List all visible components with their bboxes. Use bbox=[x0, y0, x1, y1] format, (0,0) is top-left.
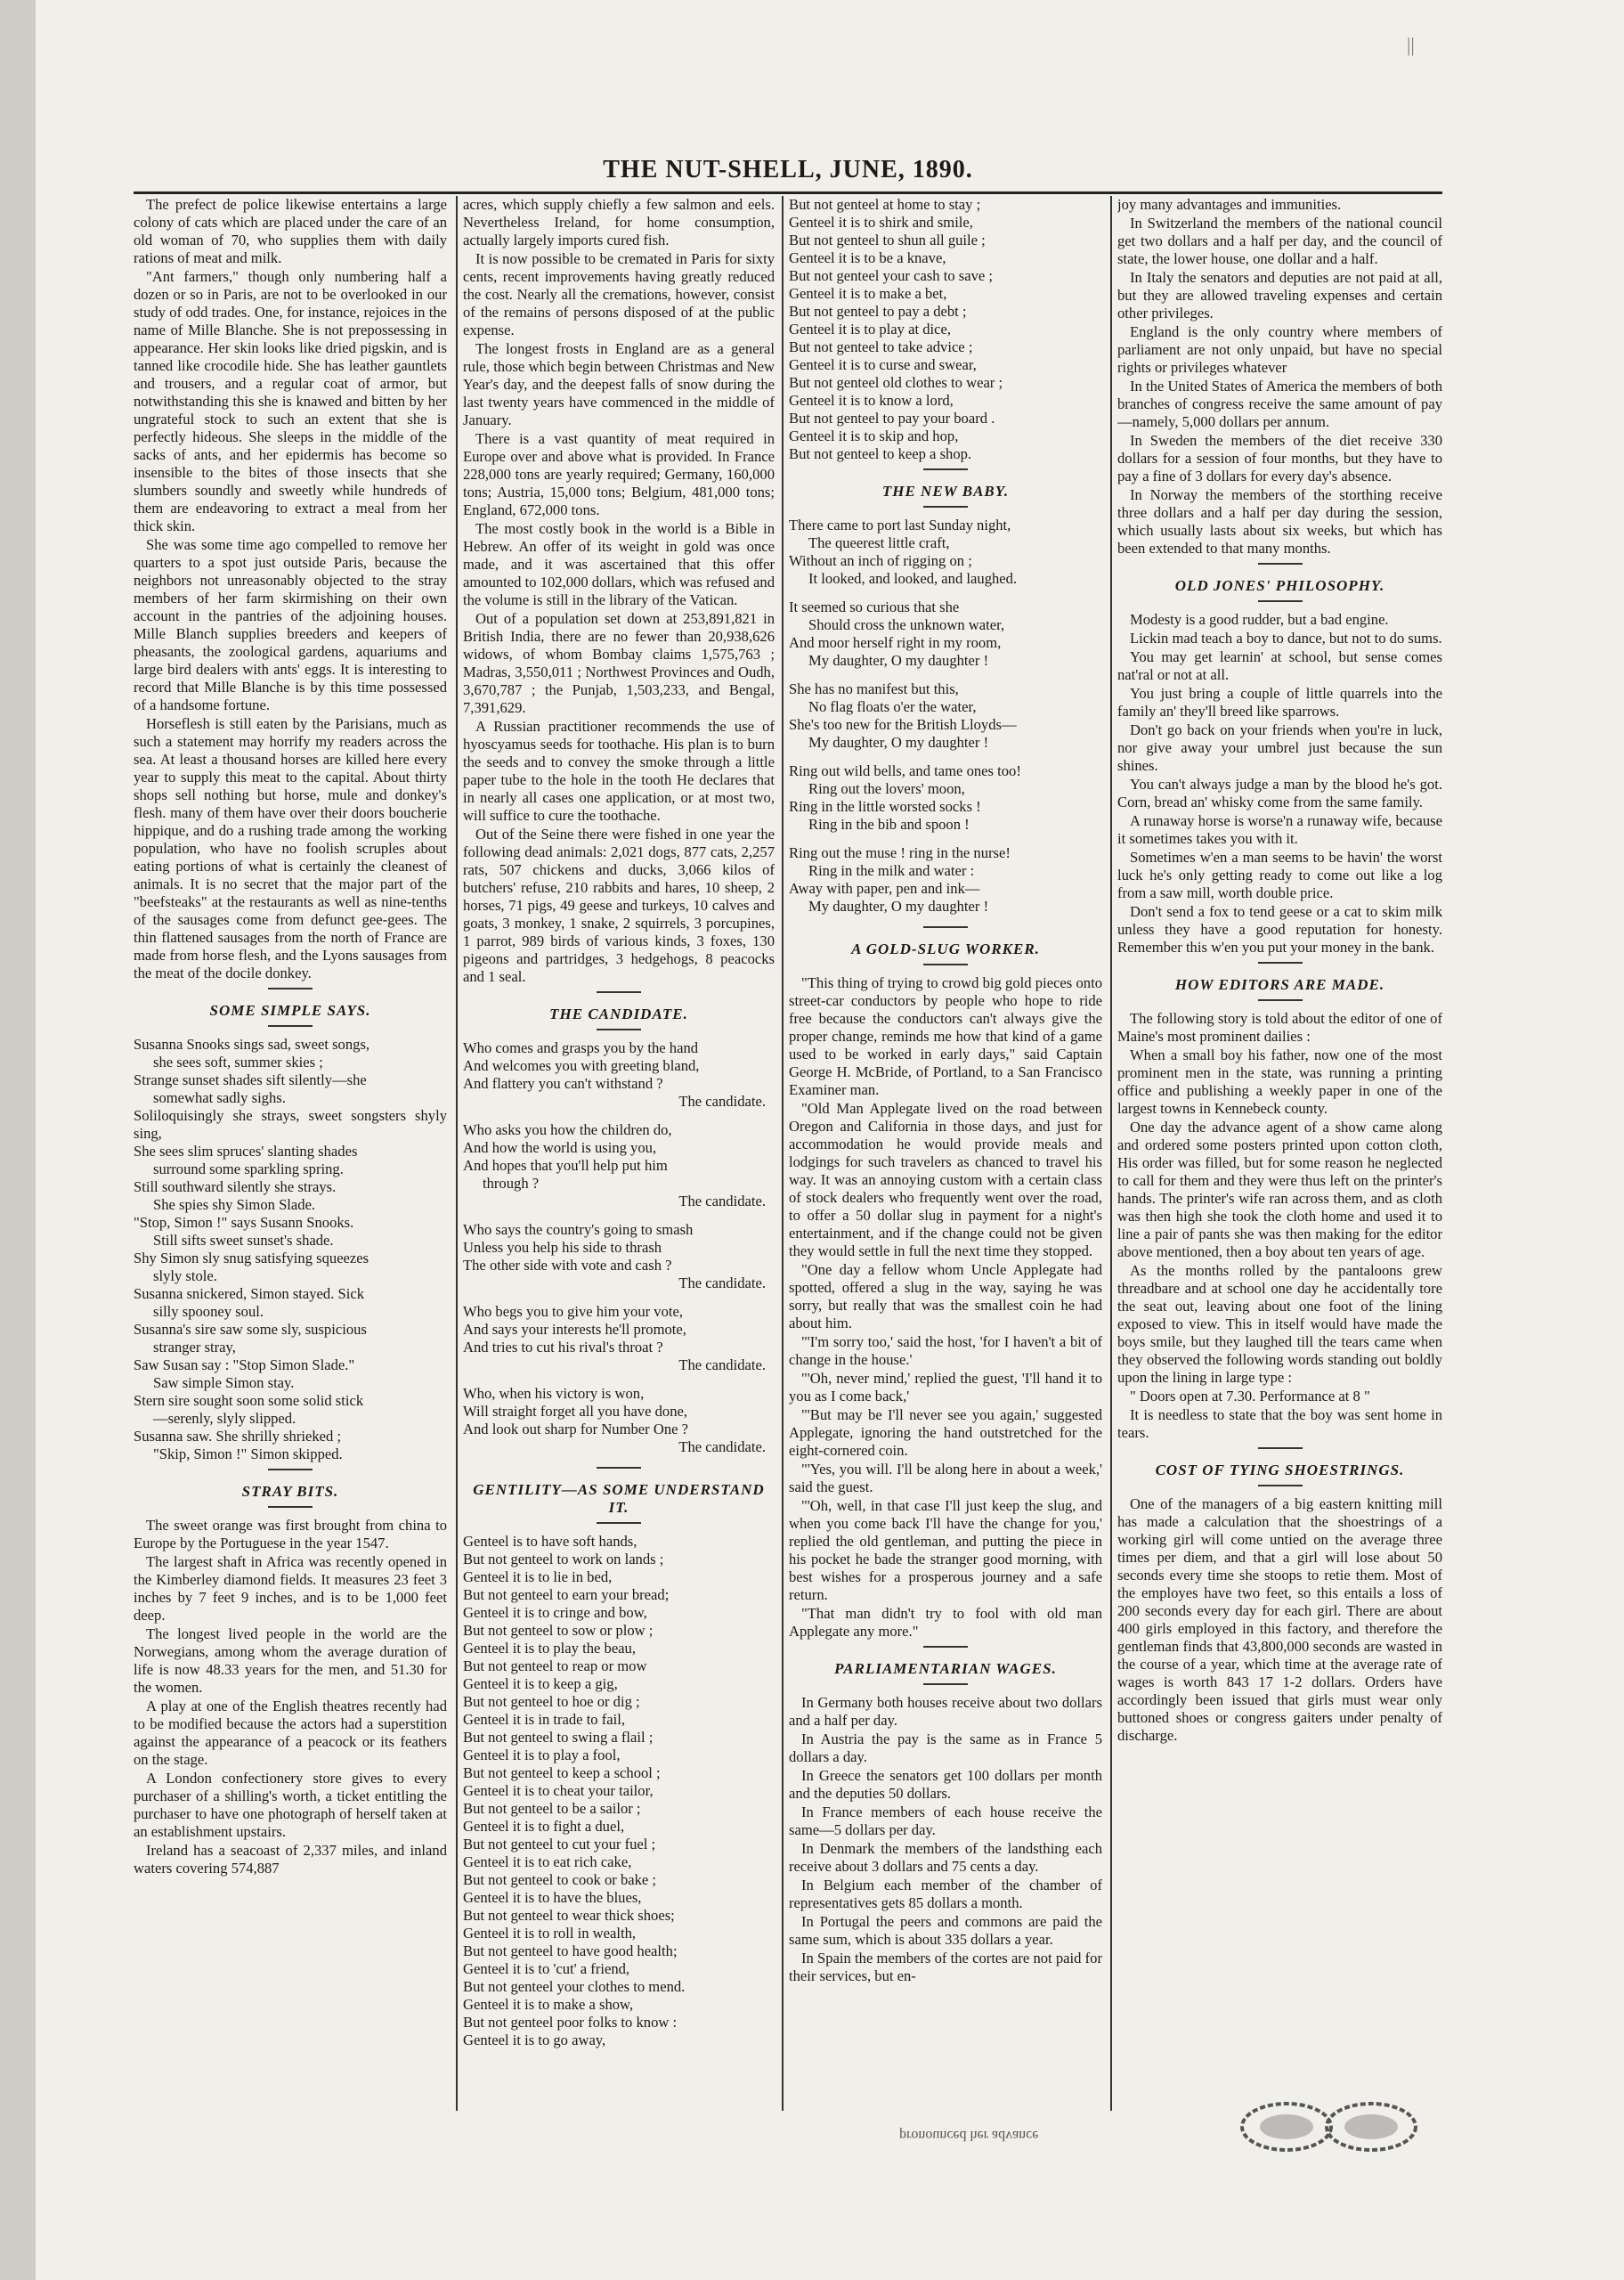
poem-line: She has no manifest but this, bbox=[789, 680, 959, 697]
poem-line: Genteel it is to keep a gig, bbox=[463, 1675, 618, 1692]
heading-stray-bits: STRAY BITS. bbox=[241, 1483, 339, 1500]
poem-line: Genteel it is to curse and swear, bbox=[789, 356, 977, 373]
poem-line: Genteel it is to play the beau, bbox=[463, 1640, 636, 1657]
poem-line: silly spooney soul. bbox=[153, 1303, 264, 1320]
poem-line: But not genteel to sow or plow ; bbox=[463, 1622, 654, 1639]
paragraph: The longest frosts in England are as a general rule, those which begin between Christmas and New Year's day, and the deepest falls of snow during the last twenty years have commenced in the middle of January. bbox=[463, 340, 775, 428]
stanza bbox=[463, 1385, 775, 1456]
poem-line: The other side with vote and cash ? bbox=[463, 1257, 672, 1274]
paragraph: "Ant farmers," though only numbering half a dozen or so in Paris, are not to be overlooked in our study of odd trades. One, for instance, rejoices in the name of Mille Blanche. She is not prepossessing in appearance. Her skin looks like dried pigskin, and is tanned like crocodile hide. She has leather gauntlets and trousers, and a regular coat of armor, but notwithstanding this she is knawed and bitten by her ungrateful stock to such an extent that she is perfectly hideous. She sleeps in the middle of the sacks of ants, and her epidermis has become so insensible to the bites of those insects that she slumbers soundly and sweetly while hundreds of them are endeavoring to extract a meal from her thick skin. bbox=[134, 268, 447, 534]
paragraph: Sometimes w'en a man seems to be havin' the worst luck he's only getting ready to come out like a log from a saw mill, worth double price. bbox=[1117, 849, 1442, 901]
library-stamp-seal bbox=[1238, 2100, 1425, 2154]
paragraph: "'Oh, never mind,' replied the guest, 'I'll hand it to you as I come back,' bbox=[789, 1370, 1102, 1405]
poem-refrain: The candidate. bbox=[678, 1356, 766, 1373]
paragraph: "'But may be I'll never see you again,' suggested Applegate, ignoring the hand outstretched for the eight-cornered coin. bbox=[789, 1406, 1102, 1459]
poem-line: Who asks you how the children do, bbox=[463, 1121, 672, 1138]
section-rule bbox=[1258, 600, 1303, 602]
paragraph: In Denmark the members of the landsthing each receive about 3 dollars and 75 cents a day. bbox=[789, 1840, 1102, 1875]
column-separator bbox=[782, 196, 784, 2111]
poem-line: Ring out wild bells, and tame ones too! bbox=[789, 762, 1021, 779]
paragraph: In Sweden the members of the diet receive 330 dollars for a session of four months, but they have to pay a fine of 3 dollars for every day's absence. bbox=[1117, 432, 1442, 484]
paragraph: In Italy the senators and deputies are not paid at all, but they are allowed traveling expenses and certain other privileges. bbox=[1117, 269, 1442, 322]
poem-gentility bbox=[463, 1533, 775, 2049]
poem-line: Shy Simon sly snug satisfying squeezes bbox=[134, 1250, 369, 1266]
heading-the-new-baby: THE NEW BABY. bbox=[881, 483, 1010, 500]
paragraph: The sweet orange was first brought from china to Europe by the Portuguese in the year 1547. bbox=[134, 1517, 447, 1551]
poem-line: Stern sire sought soon some solid stick bbox=[134, 1392, 364, 1409]
poem-line: Still sifts sweet sunset's shade. bbox=[153, 1232, 334, 1249]
poem-line: Genteel it is to make a bet, bbox=[789, 285, 947, 302]
paragraph: In Norway the members of the storthing receive three dollars and a half per day during the session, which usually lasts about six weeks, but which has been extended to that many months. bbox=[1117, 486, 1442, 557]
paragraph: A runaway horse is worse'n a runaway wife, because it sometimes takes you with it. bbox=[1117, 812, 1442, 847]
poem-line: There came to port last Sunday night, bbox=[789, 517, 1011, 533]
poem-line: But not genteel to reap or mow bbox=[463, 1657, 647, 1674]
poem-line: through ? bbox=[483, 1175, 540, 1192]
poem-line: Still southward silently she strays. bbox=[134, 1178, 337, 1195]
poem-line: But not genteel to swing a flail ; bbox=[463, 1729, 654, 1746]
paragraph: The prefect de police likewise entertains a large colony of cats which are placed under the care of an old woman of 70, who supplies them with daily rations of meat and milk. bbox=[134, 196, 447, 266]
paragraph: A play at one of the English theatres recently had to be modified because the actors had a superstition against the appearance of a peacock or its feathers on the stage. bbox=[134, 1698, 447, 1768]
paragraph: Out of a population set down at 253,891,821 in British India, there are no fewer than 20,938,626 widows, of whom Bombay claims 1,575,763 ; Madras, 3,550,011 ; Northwest Provinces and Oudh, 3,670,787 ; the Punjab, 1,503,233, and Bengal, 7,391,629. bbox=[463, 610, 775, 716]
poem-line: Genteel it is to fight a duel, bbox=[463, 1818, 625, 1835]
poem-line: Genteel it is to 'cut' a friend, bbox=[463, 1960, 630, 1977]
section-rule bbox=[1258, 563, 1303, 565]
column-1 bbox=[134, 196, 447, 2120]
poem-line: Without an inch of rigging on ; bbox=[789, 552, 972, 569]
paragraph: In Portugal the peers and commons are paid the same sum, which is about 335 dollars a year. bbox=[789, 1913, 1102, 1948]
poem-line: Ring in the bib and spoon ! bbox=[808, 816, 970, 833]
poem-line: Genteel it is to go away, bbox=[463, 2032, 606, 2048]
column-2 bbox=[463, 196, 775, 2120]
poem-line: surround some sparkling spring. bbox=[153, 1160, 344, 1177]
paragraph: "'Oh, well, in that case I'll just keep the slug, and when you come back I'll have the change for you,' replied the old gentleman, and putting the piece in his pocket he bade the stranger good morning, with best wishes for a prosperous journey and a safe return. bbox=[789, 1497, 1102, 1603]
bleed-through-text: pronounced her advance bbox=[899, 2128, 1039, 2143]
poem-line: Saw simple Simon stay. bbox=[153, 1374, 295, 1391]
paragraph: Don't send a fox to tend geese or a cat to skim milk unless they have a good reputation for honesty. Remember this w'en you put your money in the bank. bbox=[1117, 903, 1442, 956]
poem-line: But not genteel to shun all guile ; bbox=[789, 232, 986, 248]
section-rule bbox=[597, 1467, 641, 1469]
poem-line: Unless you help his side to thrash bbox=[463, 1239, 662, 1256]
paragraph: In Spain the members of the cortes are not paid for their services, but en- bbox=[789, 1950, 1102, 1984]
paragraph: Don't go back on your friends when you're in luck, nor give away your umbrel just because the sun shines. bbox=[1117, 721, 1442, 774]
column-3 bbox=[789, 196, 1102, 2120]
stanza bbox=[789, 598, 1102, 670]
paragraph: One day the advance agent of a show came along and ordered some posters printed upon cotton cloth, His order was filled, but for some reason he neglected to call for them and they were thus left on the printer's hands. The printer's wife ran across them, and as cloth was then high she took the cloth home and used it to line a pair of pants she was then making for the editor above mentioned, then a boy about ten years of age. bbox=[1117, 1119, 1442, 1260]
poem-line: slyly stole. bbox=[153, 1267, 217, 1284]
section-rule bbox=[597, 991, 641, 993]
poem-line: Genteel it is to play a fool, bbox=[463, 1747, 621, 1763]
section-rule bbox=[923, 1646, 968, 1648]
section-rule bbox=[597, 1029, 641, 1030]
poem-line: Genteel it is to roll in wealth, bbox=[463, 1925, 637, 1942]
paragraph: "'Yes, you will. I'll be along here in about a week,' said the guest. bbox=[789, 1461, 1102, 1495]
heading-some-simple-says: SOME SIMPLE SAYS. bbox=[209, 1002, 371, 1019]
poem-line: Genteel it is to lie in bed, bbox=[463, 1568, 613, 1585]
section-rule bbox=[268, 1025, 313, 1027]
section-rule bbox=[597, 1522, 641, 1524]
paragraph: There is a vast quantity of meat required in Europe over and above what is provided. In France 228,000 tons are yearly required; Germany, 160,000 tons; Austria, 15,000 tons; Belgium, 481,000 tons; England, 672,000 tons. bbox=[463, 430, 775, 518]
stanza bbox=[789, 844, 1102, 916]
poem-line: Strange sunset shades sift silently—she bbox=[134, 1071, 367, 1088]
heading-a-gold-slug-worker: A GOLD-SLUG WORKER. bbox=[851, 940, 1040, 957]
section-rule bbox=[1258, 962, 1303, 964]
paragraph: In France members of each house receive the same—5 dollars per day. bbox=[789, 1804, 1102, 1838]
stanza bbox=[789, 680, 1102, 752]
poem-line: Susanna saw. She shrilly shrieked ; bbox=[134, 1428, 342, 1445]
paragraph: "'I'm sorry too,' said the host, 'for I haven't a bit of change in the house.' bbox=[789, 1333, 1102, 1368]
heading-parliamentarian-wages: PARLIAMENTARIAN WAGES. bbox=[834, 1660, 1057, 1677]
section-rule bbox=[923, 506, 968, 508]
poem-line: Ring out the muse ! ring in the nurse! bbox=[789, 844, 1011, 861]
poem-line: And how the world is using you, bbox=[463, 1139, 657, 1156]
poem-line: Genteel it is in trade to fail, bbox=[463, 1711, 626, 1728]
poem-line: But not genteel old clothes to wear ; bbox=[789, 374, 1003, 391]
poem-line: she sees soft, summer skies ; bbox=[153, 1054, 323, 1071]
poem-line: And look out sharp for Number One ? bbox=[463, 1421, 688, 1437]
poem-line: Should cross the unknown water, bbox=[808, 616, 1005, 633]
poem-line: somewhat sadly sighs. bbox=[153, 1089, 286, 1106]
poem-line: Genteel it is to cheat your tailor, bbox=[463, 1782, 654, 1799]
stanza bbox=[789, 762, 1102, 834]
poem-line: Genteel it is to play at dice, bbox=[789, 321, 952, 338]
poem-line: Who says the country's going to smash bbox=[463, 1221, 694, 1238]
section-rule bbox=[268, 988, 313, 989]
heading-gentility: GENTILITY—AS SOME UNDERSTAND IT. bbox=[473, 1481, 765, 1516]
poem-line: But not genteel your cash to save ; bbox=[789, 267, 994, 284]
poem-line: But not genteel to hoe or dig ; bbox=[463, 1693, 640, 1710]
column-4 bbox=[1117, 196, 1442, 2120]
paragraph: You can't always judge a man by the blood he's got. Corn, bread an' whisky come from the same family. bbox=[1117, 776, 1442, 810]
stanza bbox=[463, 1303, 775, 1374]
poem-line: Who comes and grasps you by the hand bbox=[463, 1039, 699, 1056]
poem-line: Genteel it is to have the blues, bbox=[463, 1889, 642, 1906]
poem-line: And welcomes you with greeting bland, bbox=[463, 1057, 700, 1074]
poem-line: Genteel it is to make a show, bbox=[463, 1996, 634, 2013]
paragraph: England is the only country where members of parliament are not only unpaid, but have no special rights or privileges whatever bbox=[1117, 323, 1442, 376]
poem-line: My daughter, O my daughter ! bbox=[808, 652, 989, 669]
paragraph: The longest lived people in the world are the Norwegians, among whom the average duration of life is now 48.33 years for the men, and 51.30 for the women. bbox=[134, 1625, 447, 1696]
poem-refrain: The candidate. bbox=[678, 1193, 766, 1209]
poem-line: It seemed so curious that she bbox=[789, 598, 960, 615]
poem-line: stranger stray, bbox=[153, 1339, 236, 1356]
stanza bbox=[463, 1221, 775, 1292]
poem-line: But not genteel at home to stay ; bbox=[789, 196, 981, 213]
poem-line: Genteel it is to be a knave, bbox=[789, 249, 946, 266]
masthead-rule bbox=[134, 191, 1442, 194]
paragraph: In Austria the pay is the same as in France 5 dollars a day. bbox=[789, 1730, 1102, 1765]
poem-line: But not genteel to take advice ; bbox=[789, 338, 973, 355]
poem-line: She's too new for the British Lloyds— bbox=[789, 716, 1017, 733]
section-rule bbox=[1258, 1485, 1303, 1486]
poem-line: But not genteel to have good health; bbox=[463, 1942, 678, 1959]
poem-line: But not genteel to keep a school ; bbox=[463, 1764, 661, 1781]
poem-line: "Skip, Simon !" Simon skipped. bbox=[153, 1445, 343, 1462]
poem-some-simple-says bbox=[134, 1036, 447, 1463]
heading-cost-of-tying-shoestrings: COST OF TYING SHOESTRINGS. bbox=[1155, 1462, 1405, 1478]
poem-line: And tries to cut his rival's throat ? bbox=[463, 1339, 663, 1356]
poem-line: And flattery you can't withstand ? bbox=[463, 1075, 663, 1092]
poem-line: My daughter, O my daughter ! bbox=[808, 734, 989, 751]
poem-line: It looked, and looked, and laughed. bbox=[808, 570, 1018, 587]
poem-line: Ring in the little worsted socks ! bbox=[789, 798, 981, 815]
paragraph: One of the managers of a big eastern knitting mill has made a calculation that the shoestrings of a working girl will come untied on the average three times per diem, and that a girl will lose about 50 seconds every time she stoops to retie them. Most of the employes have two feet, so this entails a loss of 200 seconds every day for each girl. There are about 400 girls employed in this factory, and therefore the gentleman finds that 43,800,000 seconds are wasted in the course of a year, which time at the average rate of wages is worth 843 17 1-2 dollars. Orders have accordingly been issued that girls must wear only buttoned shoes or congress gaiters under penalty of discharge. bbox=[1117, 1495, 1442, 1744]
poem-line: But not genteel to wear thick shoes; bbox=[463, 1907, 675, 1924]
poem-line: Ring out the lovers' moon, bbox=[808, 780, 965, 797]
poem-line: Genteel it is to cringe and bow, bbox=[463, 1604, 647, 1621]
poem-line: But not genteel to keep a shop. bbox=[789, 445, 972, 462]
paragraph: Out of the Seine there were fished in one year the following dead animals: 2,021 dogs, 877 cats, 2,257 rats, 507 chickens and ducks, 3,066 kilos of butchers' refuse, 210 rabbits and hares, 10 sheep, 2 horses, 71 pigs, 49 geese and turkeys, 10 calves and goats, 3 monkey, 1 snake, 2 squirrels, 3 porcupines, 1 parrot, 989 birds of various kinds, 3 foxes, 130 pigeons and partridges, 3 hedgehogs, 8 peacocks and 1 seal. bbox=[463, 826, 775, 985]
paragraph: " Doors open at 7.30. Performance at 8 " bbox=[1130, 1388, 1370, 1405]
section-rule bbox=[268, 1506, 313, 1508]
poem-the-new-baby bbox=[789, 517, 1102, 916]
paragraph: When a small boy his father, now one of the most prominent men in the state, was running a printing office and publishing a weekly paper in one of the largest towns in Kennebeck county. bbox=[1117, 1046, 1442, 1117]
poem-line: Susanna's sire saw some sly, suspicious bbox=[134, 1321, 367, 1338]
poem-line: But not genteel to cook or bake ; bbox=[463, 1871, 657, 1888]
poem-line: But not genteel to earn your bread; bbox=[463, 1586, 670, 1603]
paragraph: In Belgium each member of the chamber of representatives gets 85 dollars a month. bbox=[789, 1877, 1102, 1911]
poem-line: Susanna snickered, Simon stayed. Sick bbox=[134, 1285, 365, 1302]
paragraph: "This thing of trying to crowd big gold pieces onto street-car conductors by people who hope to ride free because the conductors can't always give the proper change, reminds me how that kind of a game used to be worked in early days," said Captain George H. McBride, of Portland, to a San Francisco Examiner man. bbox=[789, 974, 1102, 1098]
paragraph: A London confectionery store gives to every purchaser of a shilling's worth, a ticket entitling the purchaser to have one photograph of herself taken at an establishment upstairs. bbox=[134, 1770, 447, 1840]
poem-line: But not genteel to work on lands ; bbox=[463, 1551, 664, 1568]
paragraph: You just bring a couple of little quarrels into the family an' they'll breed like sparrows. bbox=[1117, 685, 1442, 720]
paragraph: Lickin mad teach a boy to dance, but not to do sums. bbox=[1130, 630, 1442, 647]
poem-line: But not genteel your clothes to mend. bbox=[463, 1978, 686, 1995]
poem-line: The queerest little craft, bbox=[808, 534, 950, 551]
scan-left-margin bbox=[0, 0, 38, 2280]
poem-line: Soliloquisingly she strays, sweet songsters shyly sing, bbox=[134, 1107, 447, 1142]
section-rule bbox=[923, 964, 968, 965]
poem-line: Susanna Snooks sings sad, sweet songs, bbox=[134, 1036, 370, 1053]
paragraph: It is now possible to be cremated in Paris for sixty cents, recent improvements having greatly reduced the cost. Nearly all the cremations, however, consist of the remains of persons disposed of at the public expense. bbox=[463, 250, 775, 338]
poem-line: She spies shy Simon Slade. bbox=[153, 1196, 316, 1213]
paragraph: As the months rolled by the pantaloons grew threadbare and at school one day he accidentally tore the seat out, leaving about one foot of the lining exposed to view. This in itself would have made the boys smile, but they laughed till the tears came when they observed the following words standing out boldly upon the lining in large type : bbox=[1117, 1262, 1442, 1386]
heading-the-candidate: THE CANDIDATE. bbox=[549, 1006, 688, 1022]
paragraph: The following story is told about the editor of one of Maine's most prominent dailies : bbox=[1117, 1010, 1442, 1045]
paragraph: It is needless to state that the boy was sent home in tears. bbox=[1117, 1406, 1442, 1441]
poem-line: But not genteel to pay your board . bbox=[789, 410, 995, 427]
paragraph: acres, which supply chiefly a few salmon and eels. Nevertheless Ireland, for home consumption, actually largely imports cured fish. bbox=[463, 196, 775, 248]
poem-line: Genteel it is to shirk and smile, bbox=[789, 214, 973, 231]
poem-line: Genteel is to have soft hands, bbox=[463, 1533, 637, 1550]
stanza bbox=[789, 517, 1102, 588]
poem-line: Genteel it is to eat rich cake, bbox=[463, 1853, 632, 1870]
paragraph: The largest shaft in Africa was recently opened in the Kimberley diamond fields. It measures 23 feet 3 inches by 7 feet 9 inches, and is to be 1,000 feet deep. bbox=[134, 1553, 447, 1624]
poem-line: "Stop, Simon !" says Susann Snooks. bbox=[134, 1214, 354, 1231]
masthead: THE NUT-SHELL, JUNE, 1890. bbox=[603, 156, 973, 183]
poem-line: Will straight forget all you have done, bbox=[463, 1403, 688, 1420]
paragraph: "That man didn't try to fool with old man Applegate any more." bbox=[789, 1605, 1102, 1640]
column-separator bbox=[1110, 196, 1112, 2111]
paragraph: The most costly book in the world is a Bible in Hebrew. An offer of its weight in gold was once made, and it was ascertained that this offer amounted to 102,000 dollars, which was refused and the volume is still in the library of the Vatican. bbox=[463, 520, 775, 608]
paragraph: In Greece the senators get 100 dollars per month and the deputies 50 dollars. bbox=[789, 1767, 1102, 1802]
poem-refrain: The candidate. bbox=[678, 1274, 766, 1291]
corner-mark: || bbox=[1407, 34, 1415, 56]
poem-line: Who begs you to give him your vote, bbox=[463, 1303, 684, 1320]
poem-line: Ring in the milk and water : bbox=[808, 862, 975, 879]
poem-line: Who, when his victory is won, bbox=[463, 1385, 645, 1402]
poem-line: But not genteel to cut your fuel ; bbox=[463, 1836, 656, 1852]
poem-refrain: The candidate. bbox=[678, 1093, 766, 1110]
heading-how-editors-are-made: HOW EDITORS ARE MADE. bbox=[1174, 976, 1385, 993]
poem-line: And says your interests he'll promote, bbox=[463, 1321, 686, 1338]
section-rule bbox=[923, 1683, 968, 1685]
paragraph: In the United States of America the members of both branches of congress receive the same amount of pay—namely, 5,000 dollars per annum. bbox=[1117, 378, 1442, 430]
stanza bbox=[463, 1121, 775, 1210]
column-separator bbox=[456, 196, 458, 2111]
section-rule bbox=[923, 926, 968, 928]
poem-line: And hopes that you'll help put him bbox=[463, 1157, 668, 1174]
section-rule bbox=[1258, 1447, 1303, 1449]
heading-old-jones-philosophy: OLD JONES' PHILOSOPHY. bbox=[1174, 577, 1385, 594]
paragraph: joy many advantages and immunities. bbox=[1117, 196, 1342, 213]
section-rule bbox=[268, 1469, 313, 1470]
poem-line: Saw Susan say : "Stop Simon Slade." bbox=[134, 1356, 355, 1373]
paragraph: You may get learnin' at school, but sense comes nat'ral or not at all. bbox=[1117, 648, 1442, 683]
poem-line: Genteel it is to skip and hop, bbox=[789, 428, 959, 444]
poem-line: No flag floats o'er the water, bbox=[808, 698, 977, 715]
poem-line: —serenly, slyly slipped. bbox=[153, 1410, 296, 1427]
poem-line: And moor herself right in my room, bbox=[789, 634, 1002, 651]
paragraph: She was some time ago compelled to remove her quarters to a spot just outside Paris, because the neighbors not unreasonably objected to the stray members of her farm skirmishing on their own account in the pantries of the adjoining houses. Mille Blanch supplies breeders and keepers of pheasants, the zoological gardens, aquariums and large bird dealers with ants' eggs. It is interesting to record that Mille Blanche is by this time possessed of a handsome fortune. bbox=[134, 536, 447, 713]
poem-refrain: The candidate. bbox=[678, 1438, 766, 1455]
stanza bbox=[463, 1039, 775, 1111]
paragraph: A Russian practitioner recommends the use of hyoscyamus seeds for toothache. His plan is to burn the seeds and to convey the smoke through a little paper tube to the hole in the tooth He declares that in nearly all cases one application, or at most two, will suffice to cure the toothache. bbox=[463, 718, 775, 824]
poem-gentility-continued bbox=[789, 196, 1102, 463]
poem-line: But not genteel poor folks to know : bbox=[463, 2014, 678, 2031]
poem-line: But not genteel to pay a debt ; bbox=[789, 303, 967, 320]
poem-line: My daughter, O my daughter ! bbox=[808, 898, 989, 915]
section-rule bbox=[923, 468, 968, 470]
paragraph: Ireland has a seacoast of 2,337 miles, and inland waters covering 574,887 bbox=[134, 1842, 447, 1877]
paragraph: In Germany both houses receive about two dollars and a half per day. bbox=[789, 1694, 1102, 1729]
paragraph: "One day a fellow whom Uncle Applegate had spotted, offered a slug in the way, saying he was sorry, but really that was the smallest coin he had about him. bbox=[789, 1261, 1102, 1331]
poem-line: But not genteel to be a sailor ; bbox=[463, 1800, 641, 1817]
poem-line: Genteel it is to know a lord, bbox=[789, 392, 954, 409]
paragraph: "Old Man Applegate lived on the road between Oregon and California in those days, and just for accommodation he would provide meals and lodgings for such travelers as chanced to travel his way. It was an annoying custom with a certain class of stock dealers who frequently went over the road, to offer a 50 dollar slug in payment for a night's entertainment, and if the change could not be given they would settle in full the next time they stopped. bbox=[789, 1100, 1102, 1259]
poem-line: Away with paper, pen and ink— bbox=[789, 880, 980, 897]
section-rule bbox=[1258, 999, 1303, 1001]
paragraph: Modesty is a good rudder, but a bad engine. bbox=[1130, 611, 1389, 628]
paragraph: In Switzerland the members of the national council get two dollars and a half per day, and the council of state, the lower house, one dollar and a half. bbox=[1117, 215, 1442, 267]
paragraph: Horseflesh is still eaten by the Parisians, much as such a statement may horrify my readers across the sea. At least a thousand horses are killed here every year to supply this meat to the capital. About thirty shops sell nothing but horse, mule and donkey's flesh. many of them have over their doors boucherie hippique, and do a rushing trade among the working population, who have no foolish scruples about eating portions of what is certainly the cleanest of animals. It is no secret that the major part of the "beefsteaks" at the restaurants as well as nine-tenths of the sausages come from defunct gee-gees. The thin flattened sausages from the north of France are made from horse flesh, and the Lyons sausages from the meat of the docile donkey. bbox=[134, 715, 447, 981]
poem-line: She sees slim spruces' slanting shades bbox=[134, 1143, 358, 1160]
poem-the-candidate bbox=[463, 1039, 775, 1456]
